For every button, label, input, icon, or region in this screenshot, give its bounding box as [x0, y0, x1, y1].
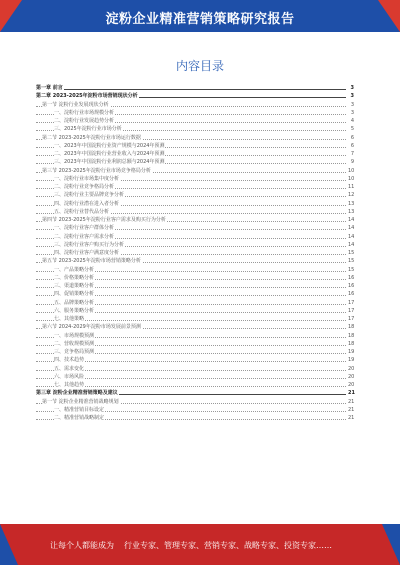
toc-entry-text: 二、淀粉行业客户需求分析: [54, 233, 115, 240]
toc-entry-text: 三、淀粉行业主要品牌竞争分析: [54, 192, 125, 199]
toc-entry-text: 六、服务策略分析: [54, 307, 95, 314]
toc-entry[interactable]: [36, 191, 354, 199]
toc-entry-text: 第一节 淀粉行业发展现状分析: [42, 101, 109, 108]
toc-entry-text: 五、淀粉行业替代品分析: [54, 208, 110, 215]
toc-entry[interactable]: [36, 142, 354, 150]
toc-page-number: 19: [348, 357, 355, 364]
toc-page-number: 21: [348, 406, 355, 413]
toc-page-number: 15: [348, 250, 355, 256]
toc-entry-text: 三、淀粉行业客户购买行为分析: [54, 241, 125, 248]
toc-entry[interactable]: [36, 299, 354, 307]
footer-slogan-left: 让每个人都能成为: [50, 541, 114, 550]
toc-page-number: 17: [348, 299, 355, 306]
toc-entry[interactable]: [36, 381, 354, 389]
toc-entry[interactable]: [36, 389, 354, 397]
toc-heading: 内容目录: [175, 59, 224, 73]
toc-entry-text: 五、品牌策略分析: [54, 299, 95, 306]
toc-entry[interactable]: [36, 365, 354, 373]
toc-page-number: 9: [347, 158, 354, 166]
toc-entry-text: 三、渠道策略分析: [54, 283, 95, 289]
toc-page-number: 12: [348, 192, 355, 199]
toc-entry[interactable]: [36, 125, 354, 133]
toc-entry-text: 第一章 前言: [36, 85, 63, 91]
footer-right-accent: [382, 524, 400, 565]
toc-entry-text: 三、竞争格局预测: [54, 349, 95, 355]
toc-entry[interactable]: [36, 356, 354, 364]
toc-entry-text: 三、2025年淀粉行业市场分析: [54, 126, 122, 133]
toc-entry-text: 第二节 2023-2025年淀粉行业市场运行数据: [42, 134, 141, 141]
toc-entry[interactable]: [36, 323, 354, 331]
toc-entry-text: 四、淀粉行业潜在进入者分析: [54, 200, 120, 207]
toc-entry[interactable]: [36, 233, 354, 241]
toc-page-number: 13: [348, 208, 355, 215]
toc-entry-text: 第五节 2023-2025年淀粉市场营销策略分析: [42, 258, 141, 265]
toc-entry[interactable]: [36, 249, 354, 257]
toc-entry[interactable]: [36, 348, 354, 356]
toc-entry-text: 一、淀粉行业客户群体分析: [54, 225, 115, 232]
toc-entry-text: 二、精准营销战略制定: [54, 415, 105, 421]
toc-entry[interactable]: [36, 134, 354, 142]
toc-page-number: 13: [348, 200, 355, 207]
toc-entry[interactable]: [36, 175, 354, 183]
toc-page-number: 19: [348, 349, 355, 355]
toc-entry[interactable]: [36, 208, 354, 216]
toc-entry-text: 二、营收规模预测: [54, 340, 95, 347]
toc-entry[interactable]: [36, 340, 354, 348]
toc-entry-text: 一、淀粉行业市场集中度分析: [54, 175, 120, 182]
toc-page-number: 16: [348, 274, 355, 281]
toc-page-number: 7: [347, 150, 354, 158]
toc-leader-dots: [36, 89, 346, 90]
toc-entry[interactable]: [36, 282, 354, 290]
toc-page-number: 20: [348, 373, 355, 380]
toc-page-number: 21: [348, 398, 355, 405]
toc-page-number: 3: [347, 109, 354, 117]
toc-entry[interactable]: [36, 257, 354, 265]
toc-entry[interactable]: [36, 200, 354, 208]
toc-page-number: 10: [348, 167, 355, 174]
toc-entry-text: 一、市场规模预测: [54, 332, 95, 339]
toc-entry-text: 第一节 淀粉企业精准营销战略规划: [42, 398, 119, 405]
toc-page-number: 3: [347, 101, 354, 109]
toc-page-number: 3: [347, 92, 354, 100]
toc-page-number: 15: [348, 266, 355, 273]
toc-entry[interactable]: [36, 158, 354, 166]
toc-entry[interactable]: [36, 117, 354, 125]
toc-entry[interactable]: [36, 216, 354, 224]
toc-entry[interactable]: [36, 332, 354, 340]
toc-entry[interactable]: [36, 224, 354, 232]
toc-entry[interactable]: [36, 274, 354, 282]
toc-entry-text: 五、需求变化: [54, 365, 85, 372]
footer-slogan-right: 行业专家、管理专家、营销专家、战略专家、投资专家……: [124, 541, 332, 550]
toc-entry[interactable]: [36, 290, 354, 298]
toc-page-number: 14: [348, 233, 355, 240]
toc-entry[interactable]: [36, 183, 354, 191]
toc-entry[interactable]: [36, 150, 354, 158]
toc-page-number: 16: [348, 291, 355, 298]
toc-page-number: 6: [347, 142, 354, 150]
toc-entry[interactable]: [36, 101, 354, 109]
toc-entry[interactable]: [36, 414, 354, 422]
toc-entry-text: 第三章 淀粉企业精准营销策略及建议: [36, 390, 118, 397]
toc-entry-text: 三、2023年中国淀粉行业利润总额与2024年预测: [54, 159, 165, 166]
toc-page-number: 17: [348, 316, 355, 322]
toc-entry[interactable]: [36, 406, 354, 414]
header-banner: [0, 0, 400, 32]
toc-page-number: 11: [348, 184, 355, 190]
toc-entry-text: 一、产品策略分析: [54, 266, 95, 273]
toc-page-number: 3: [347, 84, 354, 92]
toc-page-number: 17: [348, 307, 355, 314]
toc-entry[interactable]: [36, 373, 354, 381]
toc-entry-text: 第二章 2023-2025年淀粉市场营销现状分析: [36, 93, 138, 100]
toc-page-number: 5: [347, 125, 354, 133]
toc-page-number: 6: [347, 134, 354, 142]
toc-page-number: 21: [348, 415, 355, 421]
toc-entry[interactable]: [36, 315, 354, 323]
toc-entry-text: 第四节 2023-2025年淀粉行业客户需求及购买行为分析: [42, 217, 166, 223]
toc-page-number: 10: [348, 175, 355, 182]
toc-entry-text: 第六节 2024-2029年淀粉市场发展前景预测: [42, 324, 141, 331]
toc-page-number: 18: [348, 332, 355, 339]
toc-entry-text: 二、淀粉行业竞争格局分析: [54, 184, 115, 190]
toc-page-number: 14: [348, 225, 355, 232]
table-of-contents: [36, 84, 354, 422]
toc-page-number: 20: [348, 365, 355, 372]
toc-entry-text: 一、精准营销目标设定: [54, 406, 105, 413]
toc-page-number: 4: [347, 117, 354, 125]
toc-entry[interactable]: [36, 109, 354, 117]
toc-entry-text: 七、其他趋势: [54, 382, 85, 388]
footer-banner: [0, 524, 400, 565]
toc-page-number: 16: [348, 283, 355, 289]
toc-page-number: 21: [348, 390, 355, 397]
toc-page-number: 18: [348, 340, 355, 347]
footer-left-accent: [0, 524, 18, 565]
toc-entry-text: 四、促销策略分析: [54, 291, 95, 298]
toc-entry[interactable]: [36, 84, 354, 92]
report-title: 淀粉企业精准营销策略研究报告: [105, 12, 295, 27]
toc-entry-text: 七、其他策略: [54, 316, 85, 322]
toc-page-number: 15: [348, 258, 355, 265]
toc-page-number: 14: [348, 217, 355, 223]
toc-entry-text: 第三节 2023-2025年淀粉行业市场竞争格局分析: [42, 167, 151, 174]
toc-entry[interactable]: [36, 307, 354, 315]
toc-page-number: 20: [348, 382, 355, 388]
toc-entry[interactable]: [36, 92, 354, 100]
toc-entry[interactable]: [36, 266, 354, 274]
toc-entry-text: 二、价格策略分析: [54, 274, 95, 281]
toc-entry-text: 四、技术趋势: [54, 357, 85, 364]
toc-entry[interactable]: [36, 398, 354, 406]
toc-entry-text: 四、淀粉行业客户满意度分析: [54, 250, 120, 256]
toc-entry-text: 一、淀粉行业市场规模分析: [54, 109, 115, 116]
toc-entry-text: 二、淀粉行业发展趋势分析: [54, 118, 115, 124]
toc-entry-text: 二、2023年中国淀粉行业营业收入与2024年预测: [54, 151, 165, 157]
toc-entry-text: 六、市场风险: [54, 373, 85, 380]
toc-entry[interactable]: [36, 241, 354, 249]
footer-slogan: [50, 540, 332, 551]
toc-page-number: 14: [348, 241, 355, 248]
toc-entry[interactable]: [36, 167, 354, 175]
toc-page-number: 18: [348, 324, 355, 331]
toc-entry-text: 一、2023年中国淀粉行业资产规模与2024年预测: [54, 142, 165, 149]
